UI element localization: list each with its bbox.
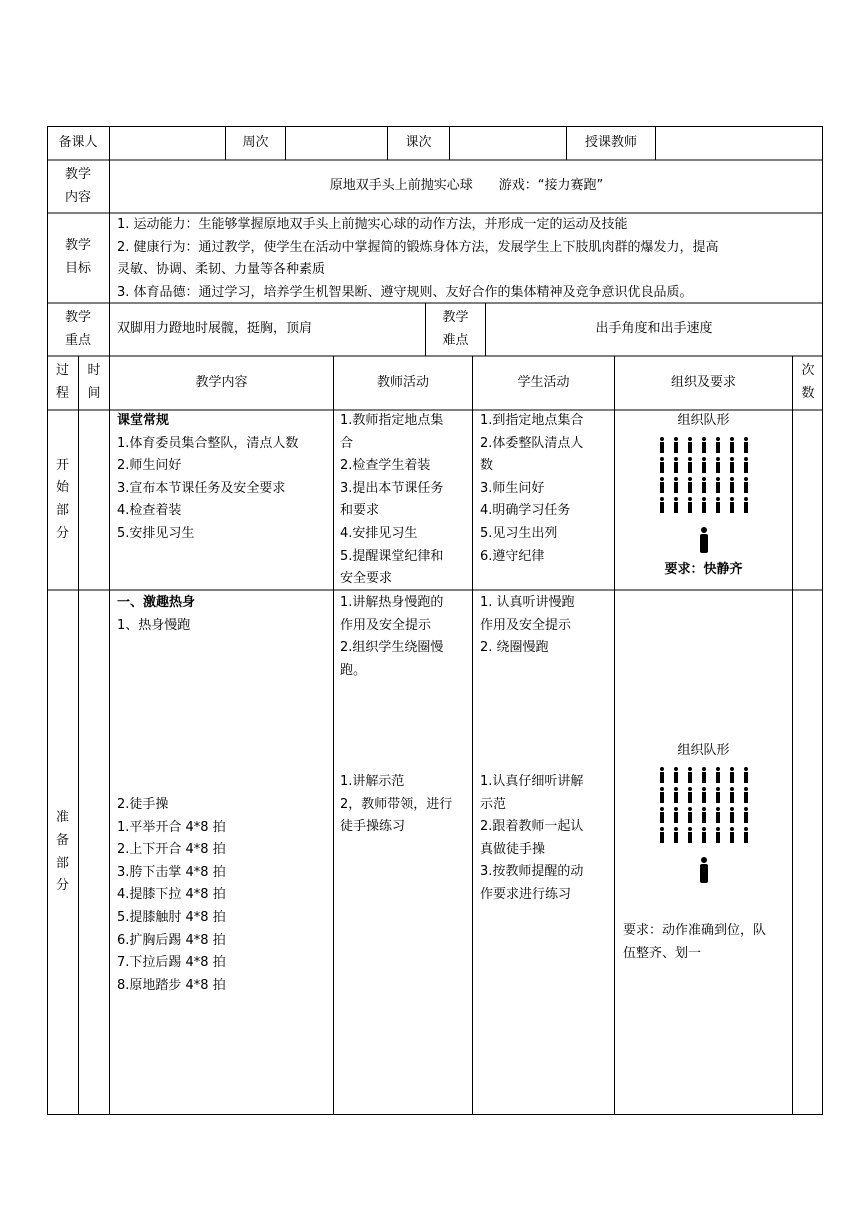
- student-figure-icon: [729, 807, 735, 823]
- col-student: 学生活动: [517, 374, 570, 390]
- teacher-value: [656, 126, 822, 160]
- list-item: 3.提出本节课任务: [340, 480, 444, 496]
- student-figure-icon: [659, 787, 665, 803]
- list-item: 1.体育委员集合整队，清点人数: [117, 435, 299, 451]
- student-figure-icon: [701, 437, 707, 453]
- student-figure-icon: [673, 787, 679, 803]
- prep-student-b: [480, 771, 613, 907]
- student-figure-icon: [729, 477, 735, 493]
- student-figure-icon: [743, 497, 749, 513]
- col-process: 过 程: [55, 363, 69, 401]
- student-figure-icon: [743, 437, 749, 453]
- start-section-label: 开 始 部 分: [55, 457, 69, 541]
- student-figure-icon: [715, 457, 721, 473]
- student-figure-icon: [743, 767, 749, 783]
- list-item: 跑。: [340, 662, 367, 678]
- formation-title: 组织队形: [677, 743, 730, 758]
- list-item: 1.讲解示范: [340, 774, 405, 789]
- prep-content-warmup: [117, 592, 332, 637]
- student-figure-icon: [701, 807, 707, 823]
- goals-label: 教学 目标: [64, 238, 91, 276]
- prep-formation: [615, 740, 792, 883]
- list-item: 1.讲解热身慢跑的: [340, 595, 444, 610]
- formation-row: [659, 807, 749, 823]
- student-figure-icon: [729, 437, 735, 453]
- col-count: 次 数: [801, 363, 815, 401]
- list-item: 2.检查学生着装: [340, 458, 431, 474]
- list-item: 7.下拉后踢 4*8 拍: [117, 955, 226, 971]
- list-item: 2，教师带领，进行: [340, 796, 453, 812]
- key-value: 双脚用力蹬地时展髋，挺胸，顶肩: [117, 321, 313, 337]
- list-item: 2.师生问好: [117, 458, 182, 474]
- student-figure-icon: [659, 767, 665, 783]
- student-figure-icon: [687, 767, 693, 783]
- col-teacher: 教师活动: [376, 374, 429, 390]
- list-item: 2.体委整队清点人: [480, 435, 584, 451]
- list-item: 6.遵守纪律: [480, 548, 545, 564]
- start-content: [117, 410, 332, 546]
- student-figure-icon: [687, 477, 693, 493]
- student-figure-icon: [673, 767, 679, 783]
- preparer-label: 备课人: [58, 134, 98, 150]
- content-value: 原地双手头上前抛实心球 游戏：“接力赛跑”: [329, 178, 604, 194]
- student-figure-icon: [659, 477, 665, 493]
- goal-line: 1. 运动能力：生能够掌握原地双手头上前抛实心球的动作方法，并形成一定的运动及技能: [117, 217, 628, 232]
- list-item: 4.安排见习生: [340, 525, 418, 541]
- formation-requirement: 要求：快静齐: [664, 561, 743, 577]
- list-item: 作用及安全提示: [480, 617, 572, 633]
- student-figure-icon: [715, 827, 721, 843]
- list-item: 2.徒手操: [117, 797, 169, 812]
- list-item: 示范: [480, 796, 507, 812]
- list-item: 作用及安全提示: [340, 617, 432, 633]
- teacher-figure-icon: [698, 857, 710, 883]
- list-item: 徒手操练习: [340, 819, 406, 835]
- student-figure-icon: [673, 827, 679, 843]
- student-figure-icon: [687, 457, 693, 473]
- student-figure-icon: [687, 497, 693, 513]
- student-figure-icon: [729, 827, 735, 843]
- list-item: 和要求: [340, 503, 380, 519]
- list-item: 6.扩胸后踢 4*8 拍: [117, 932, 226, 948]
- list-item: 4.提膝下拉 4*8 拍: [117, 887, 226, 903]
- lesson-label: 课次: [405, 134, 432, 150]
- start-formation: [615, 410, 792, 590]
- student-figure-icon: [659, 807, 665, 823]
- student-figure-icon: [687, 827, 693, 843]
- teacher-label: 授课教师: [584, 134, 637, 150]
- student-figure-icon: [743, 457, 749, 473]
- list-item: 4.检查着装: [117, 503, 182, 519]
- list-item: 3.师生问好: [480, 480, 545, 496]
- student-figure-icon: [715, 437, 721, 453]
- student-figure-icon: [701, 767, 707, 783]
- list-item: 8.原地踏步 4*8 拍: [117, 977, 226, 993]
- student-figure-icon: [729, 457, 735, 473]
- student-figure-icon: [659, 437, 665, 453]
- formation-row: [659, 497, 749, 513]
- list-item: 4.明确学习任务: [480, 503, 571, 519]
- goal-line: 灵敏、协调、柔韧、力量等各种素质: [117, 262, 326, 278]
- formation-row: [659, 457, 749, 473]
- formation-row: [659, 827, 749, 843]
- student-figure-icon: [673, 437, 679, 453]
- student-figure-icon: [701, 827, 707, 843]
- goals-text: [117, 214, 822, 303]
- student-formation-figure: [659, 763, 749, 847]
- start-student: [480, 410, 613, 568]
- goal-line: 2. 健康行为：通过教学，使学生在活动中掌握简的锻炼身体方法，发展学生上下肢肌肉群的爆发力，提高: [117, 239, 719, 255]
- student-figure-icon: [715, 767, 721, 783]
- list-item: 3.按教师提醒的动: [480, 864, 584, 880]
- student-figure-icon: [687, 437, 693, 453]
- list-item: 1.教师指定地点集: [340, 413, 444, 428]
- student-figure-icon: [715, 807, 721, 823]
- difficulty-label: 教学 难点: [442, 309, 469, 348]
- week-value: [286, 126, 387, 160]
- formation-row: [659, 477, 749, 493]
- list-item: 5.安排见习生: [117, 525, 195, 541]
- list-item: 1.到指定地点集合: [480, 413, 584, 428]
- list-item: 真做徒手操: [480, 841, 546, 857]
- lesson-value: [450, 126, 566, 160]
- student-figure-icon: [729, 497, 735, 513]
- student-figure-icon: [743, 477, 749, 493]
- student-figure-icon: [673, 807, 679, 823]
- prep-content-title: 一、激趣热身: [117, 595, 196, 610]
- formation-row: [659, 437, 749, 453]
- formation-title: 组织队形: [677, 413, 730, 428]
- student-formation-figure: [659, 433, 749, 517]
- list-item: 1.平举开合 4*8 拍: [117, 819, 226, 835]
- student-figure-icon: [701, 497, 707, 513]
- list-item: 合: [340, 435, 354, 451]
- prep-section-label: 准 备 部 分: [55, 810, 69, 894]
- col-content: 教学内容: [195, 374, 248, 390]
- student-figure-icon: [687, 787, 693, 803]
- list-item: 2.上下开合 4*8 拍: [117, 842, 226, 858]
- prep-requirement: 要求：动作准确到位，队 伍整齐、划一: [623, 923, 767, 961]
- student-figure-icon: [743, 787, 749, 803]
- col-organization: 组织及要求: [670, 374, 736, 390]
- content-label: 教学 内容: [64, 166, 91, 205]
- week-label: 周次: [242, 134, 269, 150]
- student-figure-icon: [701, 477, 707, 493]
- student-figure-icon: [659, 827, 665, 843]
- list-item: 作要求进行练习: [480, 886, 572, 902]
- formation-row: [659, 787, 749, 803]
- list-item: 1. 认真听讲慢跑: [480, 595, 575, 610]
- prep-student-a: [480, 592, 613, 660]
- student-figure-icon: [673, 457, 679, 473]
- student-figure-icon: [701, 787, 707, 803]
- start-teacher: [340, 410, 471, 591]
- list-item: 2.组织学生绕圈慢: [340, 640, 444, 656]
- col-time: 时 间: [87, 363, 101, 401]
- prep-teacher-a: [340, 592, 471, 682]
- start-content-title: 课堂常规: [117, 413, 170, 428]
- student-figure-icon: [743, 827, 749, 843]
- student-figure-icon: [715, 497, 721, 513]
- list-item: 2. 绕圈慢跑: [480, 640, 549, 656]
- difficulty-value: 出手角度和出手速度: [595, 321, 713, 337]
- prep-teacher-b: [340, 771, 471, 839]
- list-item: 5.提醒课堂纪律和: [340, 548, 444, 564]
- student-figure-icon: [715, 787, 721, 803]
- student-figure-icon: [729, 767, 735, 783]
- list-item: 数: [480, 458, 494, 474]
- key-label: 教学 重点: [64, 309, 91, 348]
- goal-line: 3. 体育品德：通过学习，培养学生机智果断、遵守规则、友好合作的集体精神及竞争意识优良品质。: [117, 284, 693, 300]
- list-item: 3.宣布本节课任务及安全要求: [117, 480, 286, 496]
- student-figure-icon: [687, 807, 693, 823]
- student-figure-icon: [673, 497, 679, 513]
- student-figure-icon: [729, 787, 735, 803]
- formation-row: [659, 767, 749, 783]
- preparer-value: [110, 126, 225, 160]
- list-item: 5.见习生出列: [480, 525, 558, 541]
- list-item: 安全要求: [340, 571, 393, 587]
- student-figure-icon: [659, 497, 665, 513]
- student-figure-icon: [701, 457, 707, 473]
- student-figure-icon: [659, 457, 665, 473]
- teacher-figure-icon: [698, 527, 710, 553]
- list-item: 3.胯下击掌 4*8 拍: [117, 864, 226, 880]
- prep-content-exercises: [117, 794, 332, 997]
- list-item: 5.提膝触肘 4*8 拍: [117, 909, 226, 925]
- list-item: 1.认真仔细听讲解: [480, 774, 584, 789]
- student-figure-icon: [743, 807, 749, 823]
- prep-content-sub: 1、热身慢跑: [117, 617, 191, 633]
- student-figure-icon: [673, 477, 679, 493]
- list-item: 2.跟着教师一起认: [480, 819, 584, 835]
- student-figure-icon: [715, 477, 721, 493]
